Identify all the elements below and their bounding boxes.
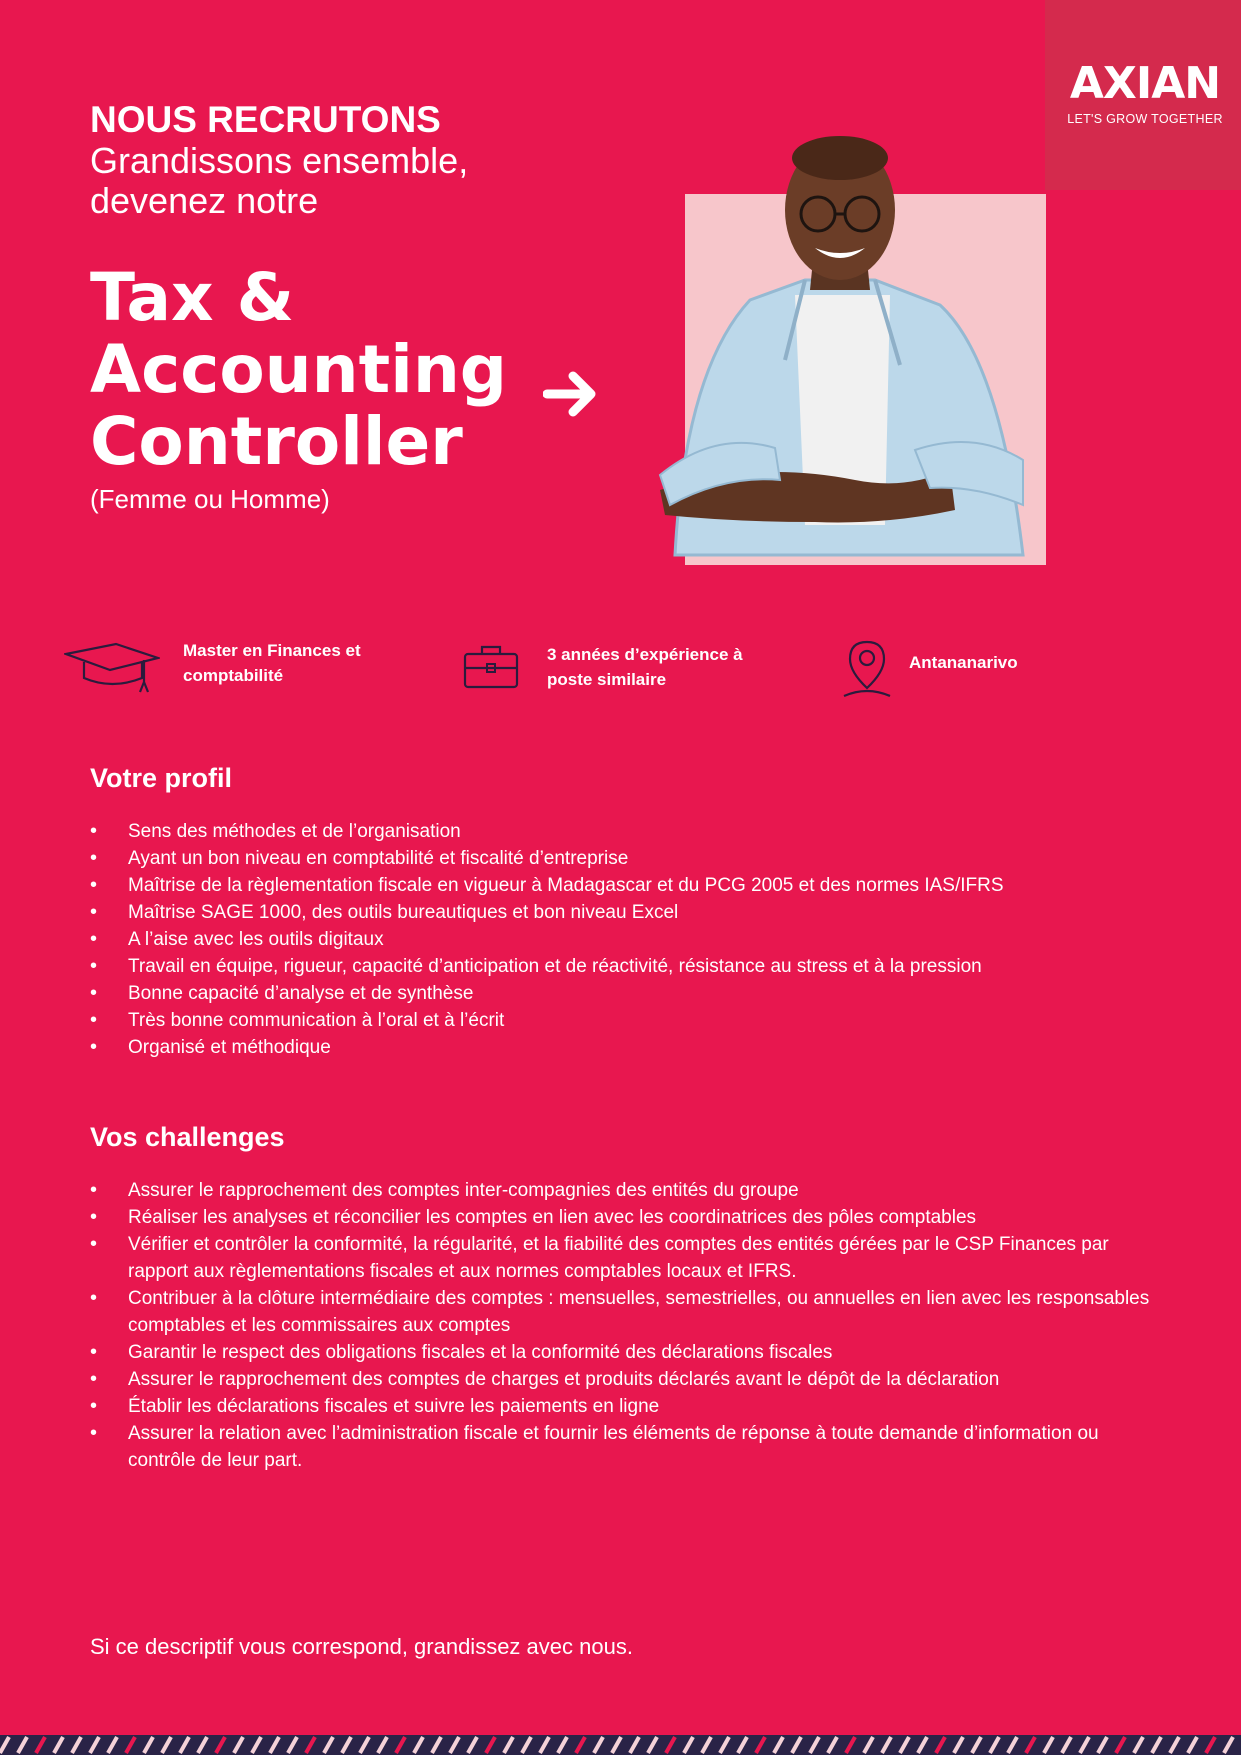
- hero-subtitle-line2: devenez notre: [90, 180, 319, 221]
- list-item: • Établir les déclarations fiscales et suivre les paiements en ligne: [90, 1393, 1170, 1420]
- list-item: • Réaliser les analyses et réconcilier les comptes en lien avec les coordinatrices des pôles comptables: [90, 1204, 1170, 1231]
- profile-list: [90, 818, 1170, 1061]
- hero-subtitle-line1: Grandissons ensemble,: [90, 140, 469, 181]
- challenges-section-title: Vos challenges: [90, 1122, 285, 1152]
- list-item: • Organisé et méthodique: [90, 1034, 1170, 1061]
- job-title-line1: Tax &: [90, 259, 295, 336]
- gender-note: (Femme ou Homme): [90, 484, 330, 514]
- feature-experience: [547, 642, 743, 692]
- logo-box: [1045, 0, 1241, 190]
- candidate-photo: [655, 130, 1035, 570]
- feature-location: Antananarivo: [909, 653, 1018, 672]
- graduation-cap-icon: [64, 640, 160, 696]
- list-item: • Vérifier et contrôler la conformité, la régularité, et la fiabilité des comptes des entités gérées par le CSP Finances par rapport aux règlementations fiscales et aux normes comptables locaux et IFRS.: [90, 1231, 1170, 1285]
- list-item: • Garantir le respect des obligations fiscales et la conformité des déclarations fiscales: [90, 1339, 1170, 1366]
- list-item: • Contribuer à la clôture intermédiaire des comptes : mensuelles, semestrielles, ou annuelles en lien avec les responsables comptables et les commissaires aux comptes: [90, 1285, 1170, 1339]
- list-item: • A l’aise avec les outils digitaux: [90, 926, 1170, 953]
- challenges-list: [90, 1177, 1170, 1474]
- job-title-line2: Accounting: [90, 331, 508, 408]
- feature-education-line2: comptabilité: [183, 666, 284, 685]
- hero-subtitle: [90, 141, 540, 221]
- list-item: • Sens des méthodes et de l’organisation: [90, 818, 1170, 845]
- feature-education-line1: Master en Finances et: [183, 641, 361, 660]
- list-item: • Travail en équipe, rigueur, capacité d’anticipation et de réactivité, résistance au stress et à la pression: [90, 953, 1170, 980]
- arrow-right-icon: [543, 368, 601, 420]
- list-item: • Maîtrise SAGE 1000, des outils bureautiques et bon niveau Excel: [90, 899, 1170, 926]
- list-item: • Bonne capacité d’analyse et de synthèse: [90, 980, 1170, 1007]
- list-item: • Maîtrise de la règlementation fiscale en vigueur à Madagascar et du PCG 2005 et des normes IAS/IFRS: [90, 872, 1170, 899]
- hero-kicker: NOUS RECRUTONS: [90, 99, 441, 140]
- location-pin-icon: [840, 638, 894, 702]
- closing-line: Si ce descriptif vous correspond, grandissez avec nous.: [90, 1634, 633, 1659]
- list-item: • Ayant un bon niveau en comptabilité et fiscalité d’entreprise: [90, 845, 1170, 872]
- briefcase-icon: [462, 644, 520, 690]
- decorative-pattern-band: [0, 1735, 1241, 1755]
- feature-experience-line2: poste similaire: [547, 670, 667, 689]
- job-title: [90, 259, 530, 480]
- list-item: • Assurer le rapprochement des comptes inter-compagnies des entités du groupe: [90, 1177, 1170, 1204]
- list-item: • Assurer la relation avec l’administration fiscale et fournir les éléments de réponse à toute demande d’information ou contrôle de leur part.: [90, 1420, 1170, 1474]
- profile-section-title: Votre profil: [90, 763, 233, 793]
- brand-tagline: LET'S GROW TOGETHER: [1067, 112, 1223, 126]
- job-title-line3: Controller: [90, 403, 463, 480]
- list-item: • Très bonne communication à l’oral et à l’écrit: [90, 1007, 1170, 1034]
- feature-education: [183, 638, 361, 688]
- feature-experience-line1: 3 années d’expérience à: [547, 645, 743, 664]
- brand-logo: AXIAN: [1069, 58, 1221, 109]
- list-item: • Assurer le rapprochement des comptes de charges et produits déclarés avant le dépôt de la déclaration: [90, 1366, 1170, 1393]
- feature-row: [0, 630, 1241, 710]
